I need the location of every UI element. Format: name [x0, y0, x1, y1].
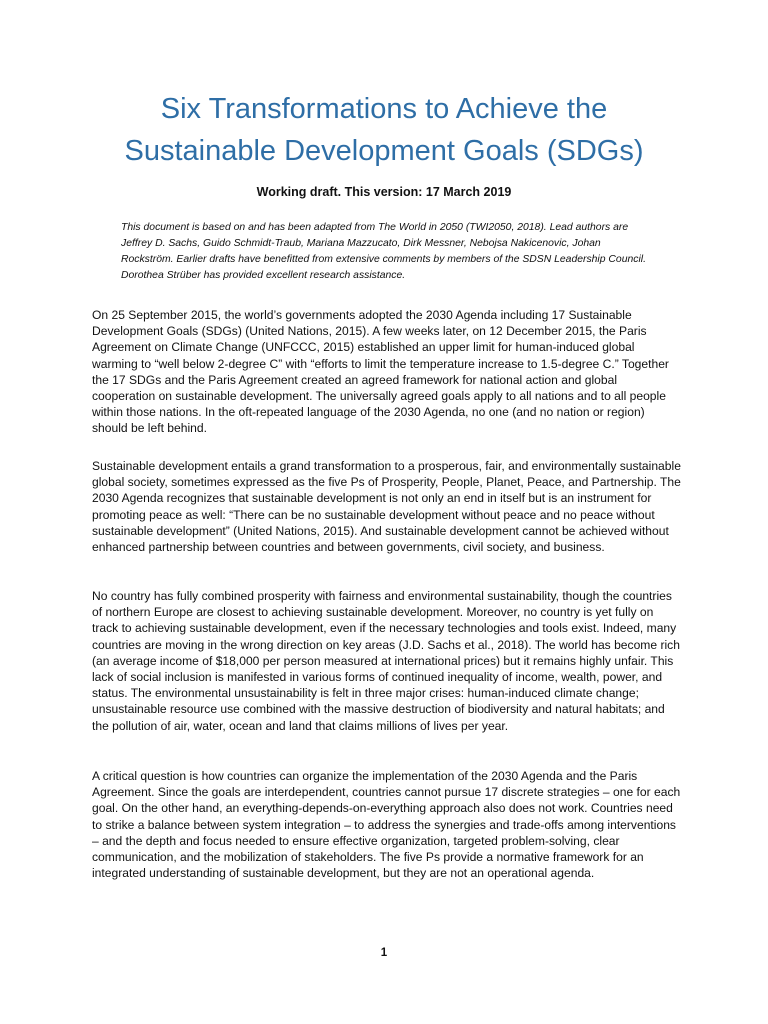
body-paragraph-3: No country has fully combined prosperity with fairness and environmental sustainability, though the countries of northern Europe are closest to achieving sustainable development. Moreover, no country is yet fully on track to achieving sustainable development, even if the necessary technologies and tools exist. Indeed, many countries are moving in the wrong direction on key areas (J.D. Sachs et al., 2018). The world has become rich (an average income of $18,000 per person measured at international prices) but it remains highly unfair. This lack of social inclusion is manifested in various forms of continued inequality of income, wealth, power, and status. The environmental unsustainability is felt in three major crises: human-induced climate change; unsustainable resource use combined with the massive destruction of biodiversity and natural habitats; and the pollution of air, water, ocean and land that claims millions of lives per year. [92, 589, 680, 733]
title-line-2: Sustainable Development Goals (SDGs) [124, 135, 644, 167]
page-number: 1 [380, 947, 388, 959]
body-paragraph-4: A critical question is how countries can organize the implementation of the 2030 Agenda and the Paris Agreement. Since the goals are interdependent, countries cannot pursue 17 discrete strategies – one for each goal. On the other hand, an everything-depends-on-everything approach also does not work. Countries need to strike a balance between system integration – to address the synergies and trade-offs among interventions – and the depth and focus needed to ensure effective organization, targeted problem-solving, clear communication, and the mobilization of stakeholders. The five Ps provide a normative framework for an integrated understanding of sustainable development, but they are not an operational agenda. [92, 769, 681, 881]
authorship-note: This document is based on and has been adapted from The World in 2050 (TWI2050, 2018). Lead authors are Jeffrey D. Sachs, Guido Schmidt-Traub, Mariana Mazzucato, Dirk Messner, Nebojsa Nakicenovic, Johan Rockström. Earlier drafts have benefitted from extensive comments by members of the SDSN Leadership Council. Dorothea Strüber has provided excellent research assistance. [121, 222, 646, 281]
body-paragraph-2: Sustainable development entails a grand transformation to a prosperous, fair, and environmentally sustainable global society, sometimes expressed as the five Ps of Prosperity, People, Planet, Peace, and Partnership. The 2030 Agenda recognizes that sustainable development is not only an end in itself but is an instrument for promoting peace as well: “There can be no sustainable development without peace and no peace without sustainable development” (United Nations, 2015). And sustainable development cannot be achieved without enhanced partnership between countries and between governments, civil society, and business. [92, 459, 681, 555]
body-paragraph-1: On 25 September 2015, the world’s governments adopted the 2030 Agenda including 17 Sustainable Development Goals (SDGs) (United Nations, 2015). A few weeks later, on 12 December 2015, the Paris Agreement on Climate Change (UNFCCC, 2015) established an upper limit for human-induced global warming to “well below 2-degree C” with “efforts to limit the temperature increase to 1.5-degree C.” Together the 17 SDGs and the Paris Agreement created an agreed framework for national action and global cooperation on sustainable development. The universally agreed goals apply to all nations and to all people within those nations. In the oft-repeated language of the 2030 Agenda, no one (and no nation or region) should be left behind. [92, 308, 669, 436]
title-line-1: Six Transformations to Achieve the [160, 93, 608, 125]
document-title [60, 88, 708, 172]
version-subtitle: Working draft. This version: 17 March 2019 [256, 185, 512, 199]
